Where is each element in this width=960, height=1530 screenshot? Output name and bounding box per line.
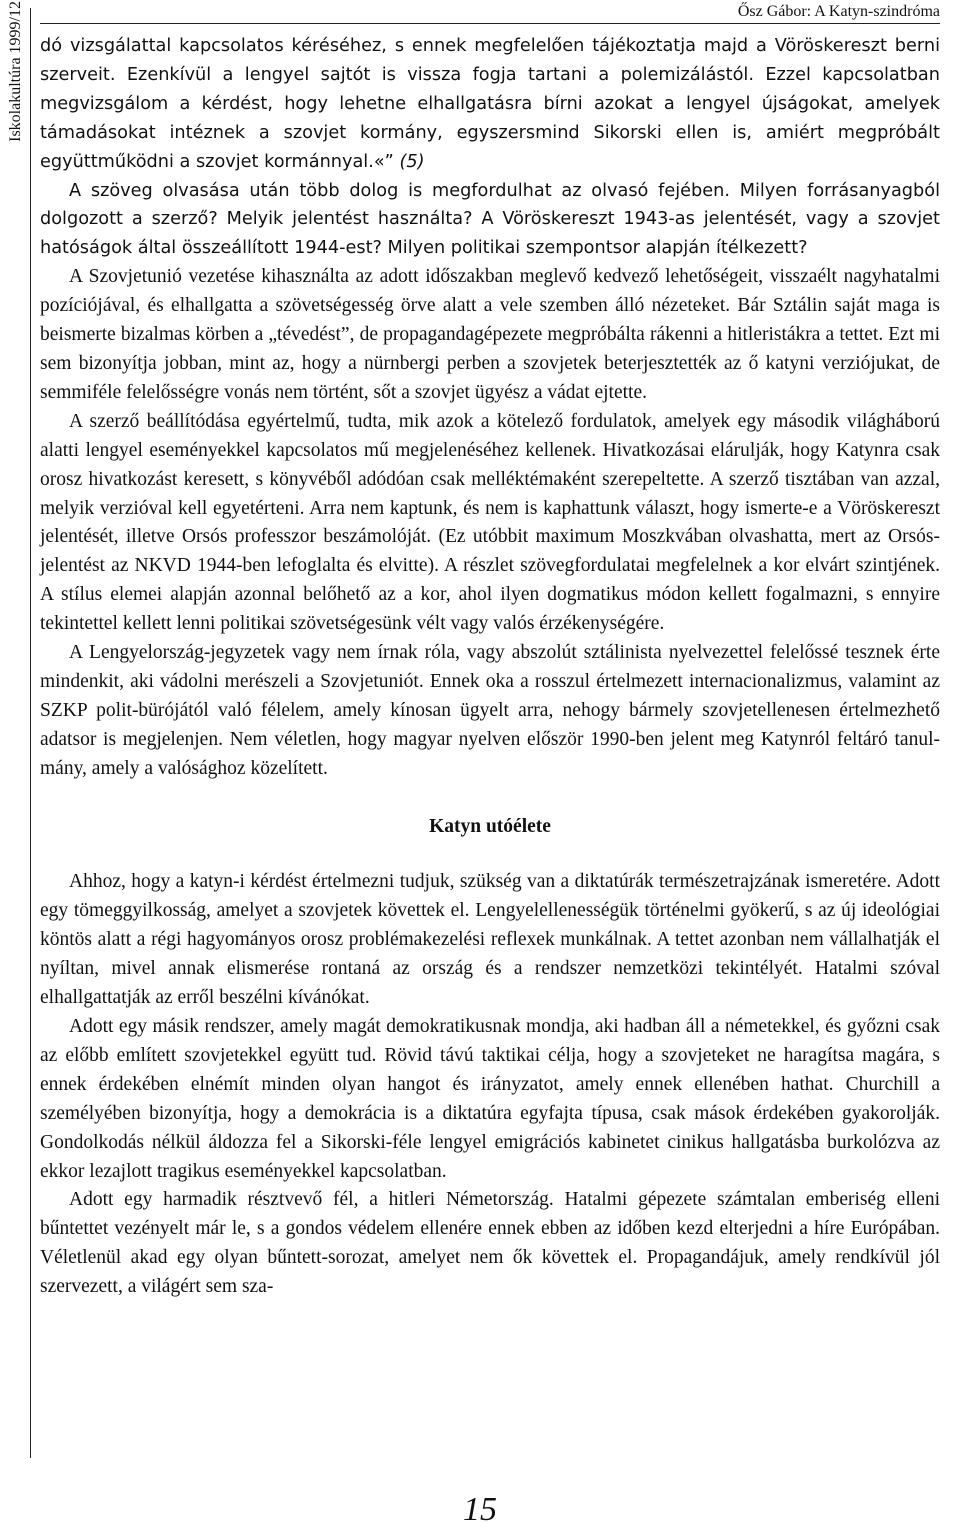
margin-rule — [30, 8, 31, 1458]
quote-text: dó vizsgálattal kapcsolatos kéréséhez, s ennek megfelelően tájékoztatja majd a Vöröskereszt berni szerveit. Ezenkívül a lengyel sajtót is vissza fogja tartani a polemizálástól. Ezzel kapcsolatban megvizsgálom a kérdést, hogy lehetne elhallgatásra bírni azokat a lengyel újságokat, amelyek támadásokat intéznek a szovjet kormány, egyszersmind Sikorski ellen is, amiért megpróbált együttműködni a szovjet kormánnyal.«” — [40, 36, 940, 172]
footnote-ref: (5) — [393, 151, 425, 172]
paragraph: A Szovjetunió vezetése kihasználta az adott időszakban meglevő kedvező lehetőségeit, visszaélt nagyhatalmi pozíciójával, és elhallgatta a szövetségesség örve alatt a vele szemben álló nézeteket. Bár Sztálin saját maga is beismerte bizalmas körben a „tévedést”, de propagandagépezete megpróbálta rákenni a hitleristákra a tettet. Ezt mi sem bizonyítja jobban, mint az, hogy a nürnbergi perben a szovjetek beterjesztették az ő katyni verziójukat, de semmiféle felelősségre vonás nem történt, sőt a szovjet ügyész a vádat ejtette. — [40, 266, 940, 403]
running-head: Ősz Gábor: A Katyn-szindróma — [737, 3, 940, 20]
paragraph: Ahhoz, hogy a katyn-i kérdést értelmezni tudjuk, szükség van a diktatúrák természetrajzának ismeretére. Adott egy tömeggyilkosság, amelyet a szovjetek követtek el. Lengyelellenességük történelmi gyökerű, s az új ideológiai köntös alatt a régi hagyományos orosz problémakezelési reflexek munkálnak. A tettet azonban nem vállalhatják el nyíltan, mivel annak elismerése rontaná az ország és a rendszer nemzetközi tekintélyét. Hatalmi szóval elhallgattatják az erről beszélni kívánókat. — [40, 871, 940, 1009]
journal-name: Iskolakultúra 1999/12 — [7, 1, 24, 142]
paragraph: Adott egy másik rendszer, amely magát demokratikusnak mondja, aki hadban áll a németekkel, és győzni csak az előbb említett szovjetekkel együtt tud. Rövid távú taktikai célja, hogy a szovjeteket ne haragítsa magára, s ennek érdekében elnémít minden olyan hangot és irányzatot, amely ennek ellenében hathat. Churchill a személyében bizonyítja, hogy a demokrácia is a diktatúra egyfajta típusa, csak mások érdekében gyakorolják. Gondolkodás nélkül áldozza fel a Sikorski-féle lengyel emigrációs kabinetet cinikus hallgatásba burkolózva az ekkor lezajlott tragikus eseményekkel kapcsolatban. — [40, 1016, 940, 1182]
section-title: Katyn utóélete — [429, 815, 551, 837]
page-number: 15 — [463, 1491, 497, 1528]
paragraph-questions: A szöveg olvasása után több dolog is megfordulhat az olvasó fejében. Milyen forrásanyagból dolgozott a szerző? Melyik jelentést használta? A Vöröskereszt 1943-as jelentését, vagy a szovjet hatóságok által összeállított 1944-est? Milyen politikai szempontsor alapján ítélkezett? — [40, 180, 940, 259]
journal-side-label — [0, 1, 28, 308]
header-rule — [40, 23, 940, 24]
paragraph: Adott egy harmadik résztvevő fél, a hitleri Németország. Hatalmi gépezete számtalan emberiség elleni bűntettet vezényelt már le, s a gondos védelem ellenére ennek ebben az időben kezd elterjedni a híre Európában. Véletlenül akad egy olyan bűntett-sorozat, amelyet nem ők követtek el. Propagandájuk, amely rendkívül jól szervezett, a világért sem sza- — [40, 1189, 940, 1298]
paragraph: A szerző beállítódása egyértelmű, tudta, mik azok a kötelező fordulatok, amelyek egy második világháború alatti lengyel eseményekkel kapcsolatos mű megjelenéséhez kellenek. Hivatkozásai elárulják, hogy Katynra csak orosz hivatkozást keresett, s könyvéből adódóan csak melléktémaként szerepeltette. A szerző tisztában van azzal, melyik verzióval kell egyetérteni. Arra nem kaptunk, és nem is kaphattunk választ, hogy ismerte-e a Vöröskereszt jelentését, illetve Orsós professzor beszámolóját. (Ez utóbbit maximum Moszkvában olvashatta, mert az Orsós-jelentést az NKVD 1944-ben lefoglalta és elvitte). A részlet szövegfordulatai megfelelnek a kor elvárt szintjének. A stílus elemei alapján azonnal belőhető az a kor, ahol ilyen dogmatikus módon kellett fogalmazni, s ennyire tekintettel kellett lenni politikai szövetségesünk vélt vagy valós érzékenységére. — [40, 410, 940, 635]
paragraph: A Lengyelország-jegyzetek vagy nem írnak róla, vagy abszolút sztálinista nyelvezettel felelőssé tesznek érte mindenkit, aki vádolni merészeli a Szovjetuniót. Ennek oka a rosszul értelmezett internacionalizmus, valamint az SZKP polit-bürójától való félelem, amely kínosan ügyelt arra, nehogy bármely szovjetellenesen értelmezhető adatsor is megjelenjen. Nem véletlen, hogy magyar nyelven először 1990-ben jelent meg Katynról feltáró tanulmány, amely a valósághoz közelített. — [40, 642, 940, 779]
paragraph-quote-end — [40, 32, 940, 177]
article-body — [40, 32, 940, 1302]
